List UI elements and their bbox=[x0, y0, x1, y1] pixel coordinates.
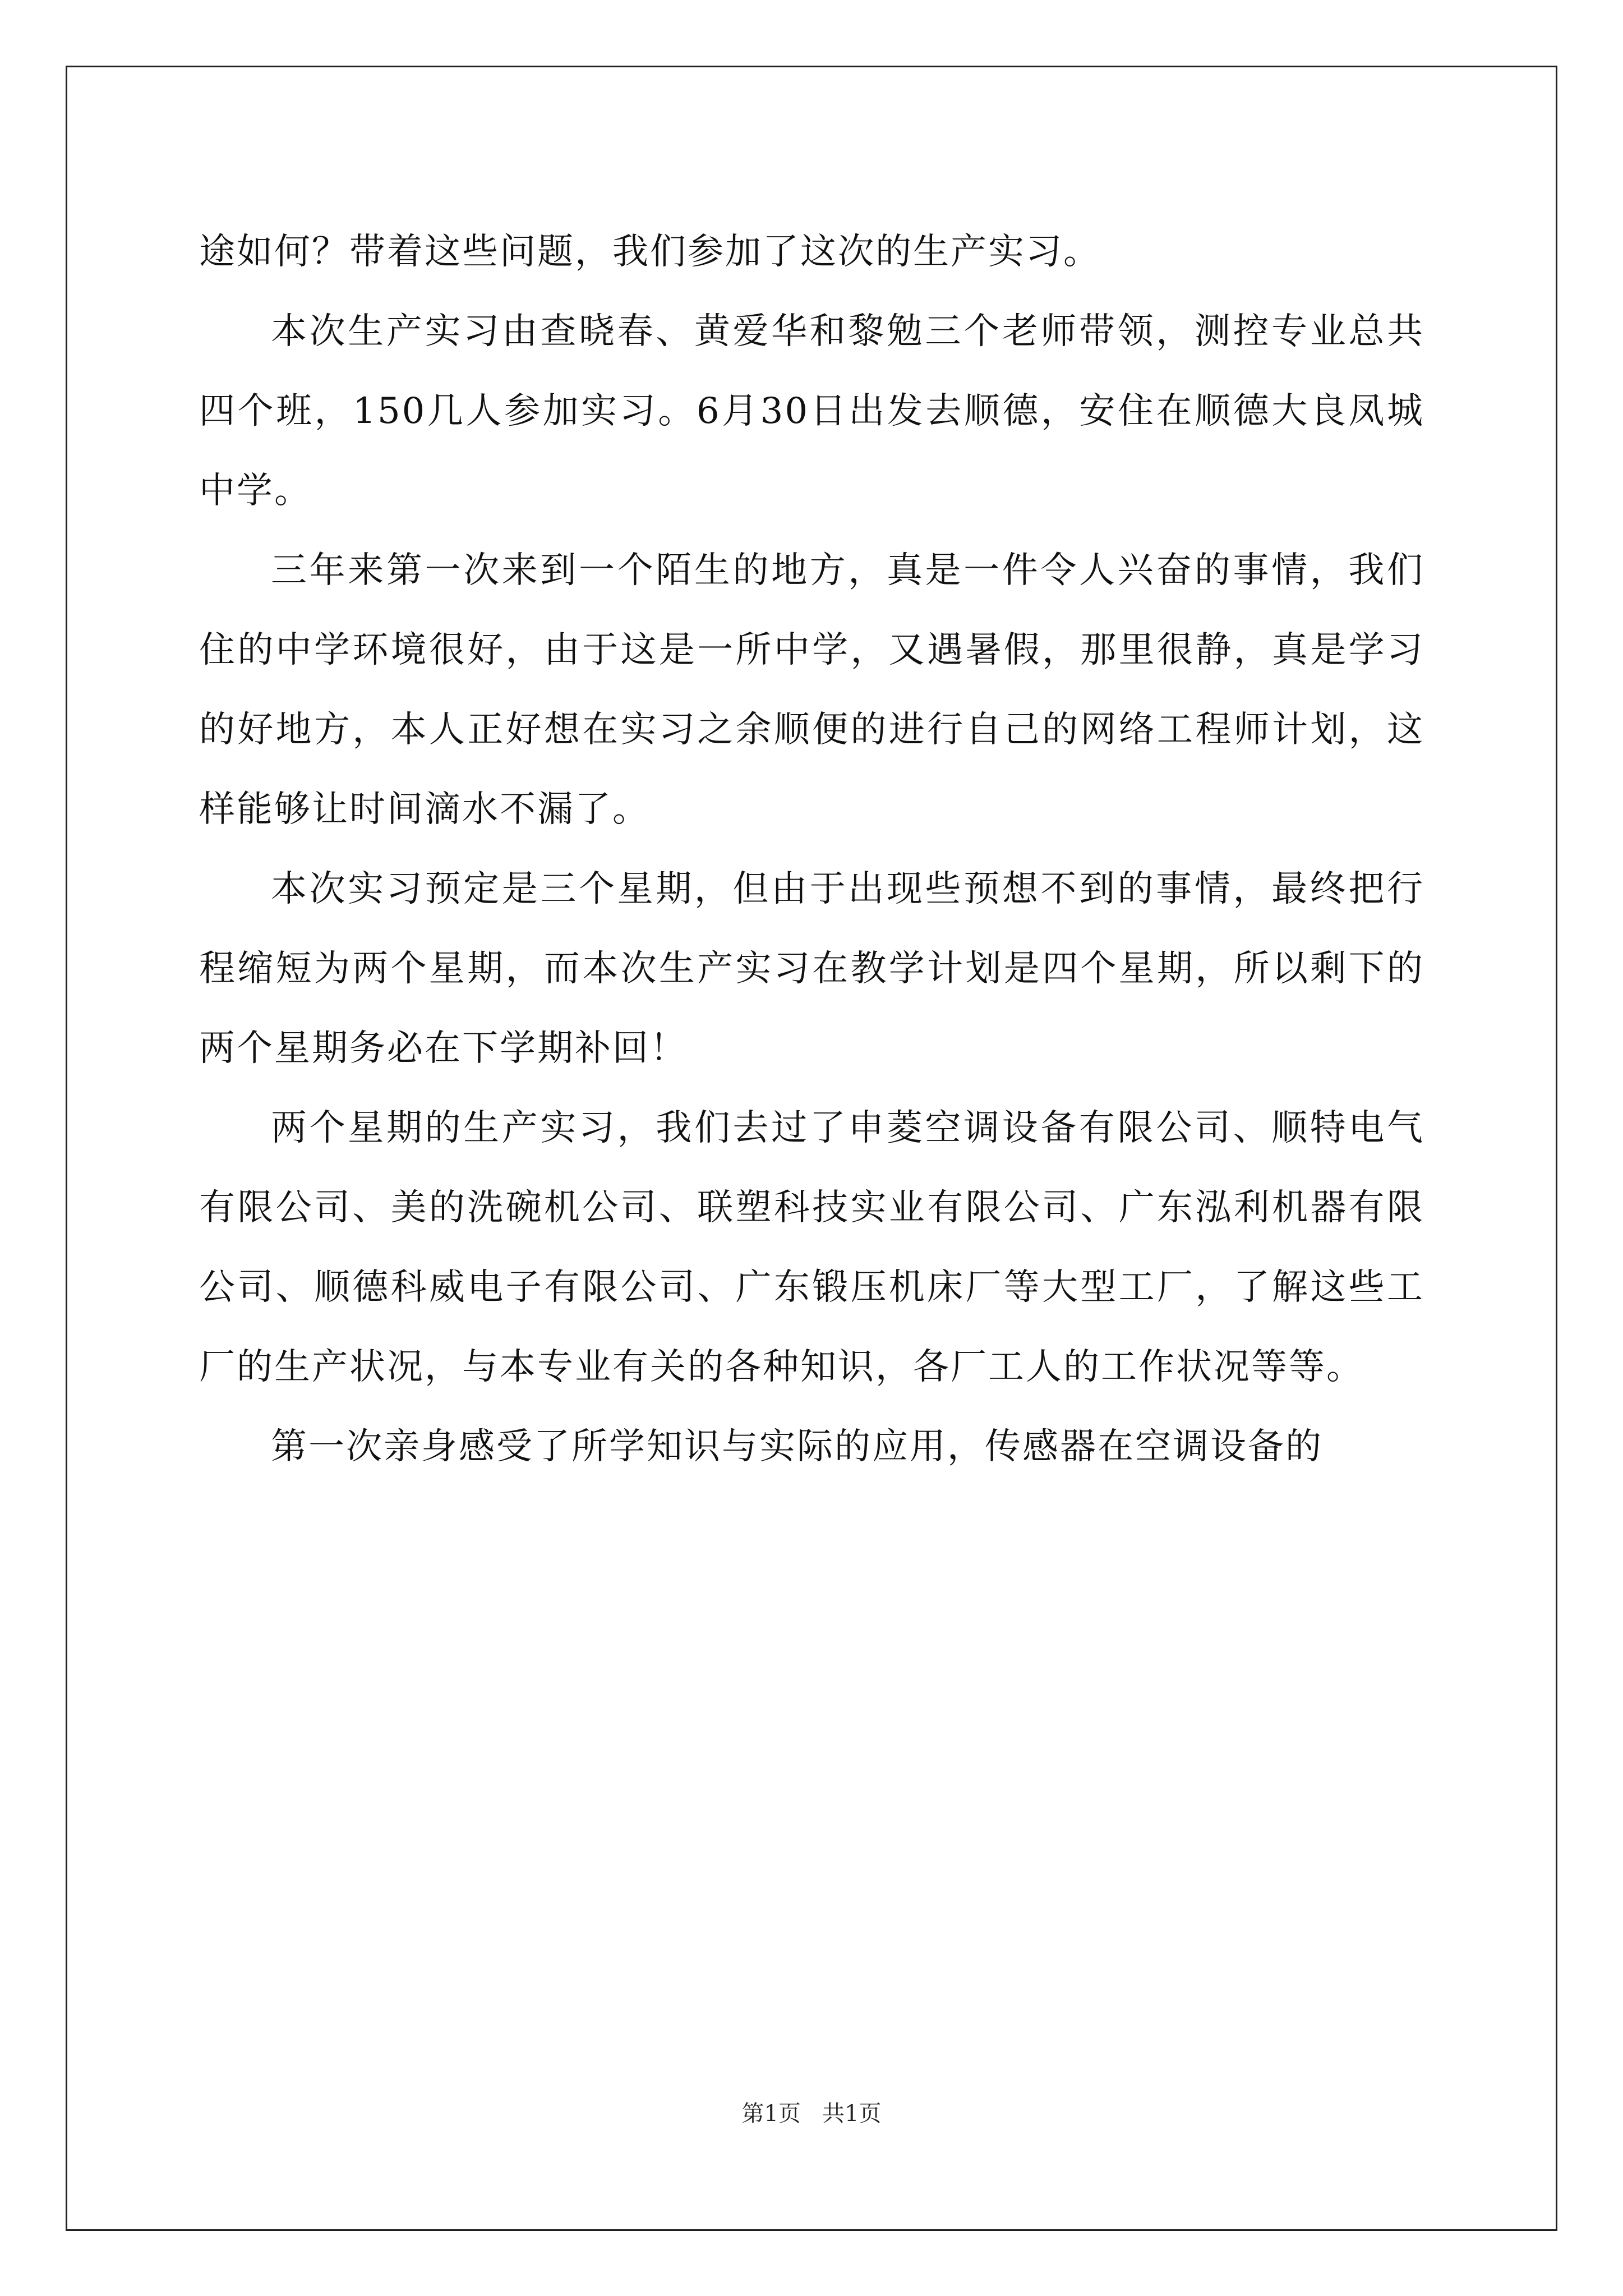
paragraph-5: 两个星期的生产实习，我们去过了申菱空调设备有限公司、顺特电气有限公司、美的洗碗机公司、联塑科技实业有限公司、广东泓利机器有限公司、顺德科威电子有限公司、广东锻压机床厂等大型工厂，了解这些工厂的生产状况，与本专业有关的各种知识，各厂工人的工作状况等等。 bbox=[199, 1107, 1424, 1388]
page-number: 第1页 共1页 bbox=[741, 2101, 882, 2127]
paragraph-1: 途如何？带着这些问题，我们参加了这次的生产实习。 bbox=[199, 231, 1101, 273]
paragraph-4: 本次实习预定是三个星期，但由于出现些预想不到的事情，最终把行程缩短为两个星期，而本次生产实习在教学计划是四个星期，所以剩下的两个星期务必在下学期补回！ bbox=[199, 868, 1424, 1069]
page-footer bbox=[0, 2096, 1623, 2128]
document-body bbox=[199, 212, 1424, 1487]
paragraph-2: 本次生产实习由查晓春、黄爱华和黎勉三个老师带领，测控专业总共四个班，150几人参加实习。6月30日出发去顺德，安住在顺德大良凤城中学。 bbox=[199, 311, 1424, 512]
paragraph-6: 第一次亲身感受了所学知识与实际的应用，传感器在空调设备的 bbox=[271, 1426, 1323, 1467]
paragraph-3: 三年来第一次来到一个陌生的地方，真是一件令人兴奋的事情，我们住的中学环境很好，由于这是一所中学，又遇暑假，那里很静，真是学习的好地方，本人正好想在实习之余顺便的进行自己的网络工程师计划，这样能够让时间滴水不漏了。 bbox=[199, 550, 1424, 830]
